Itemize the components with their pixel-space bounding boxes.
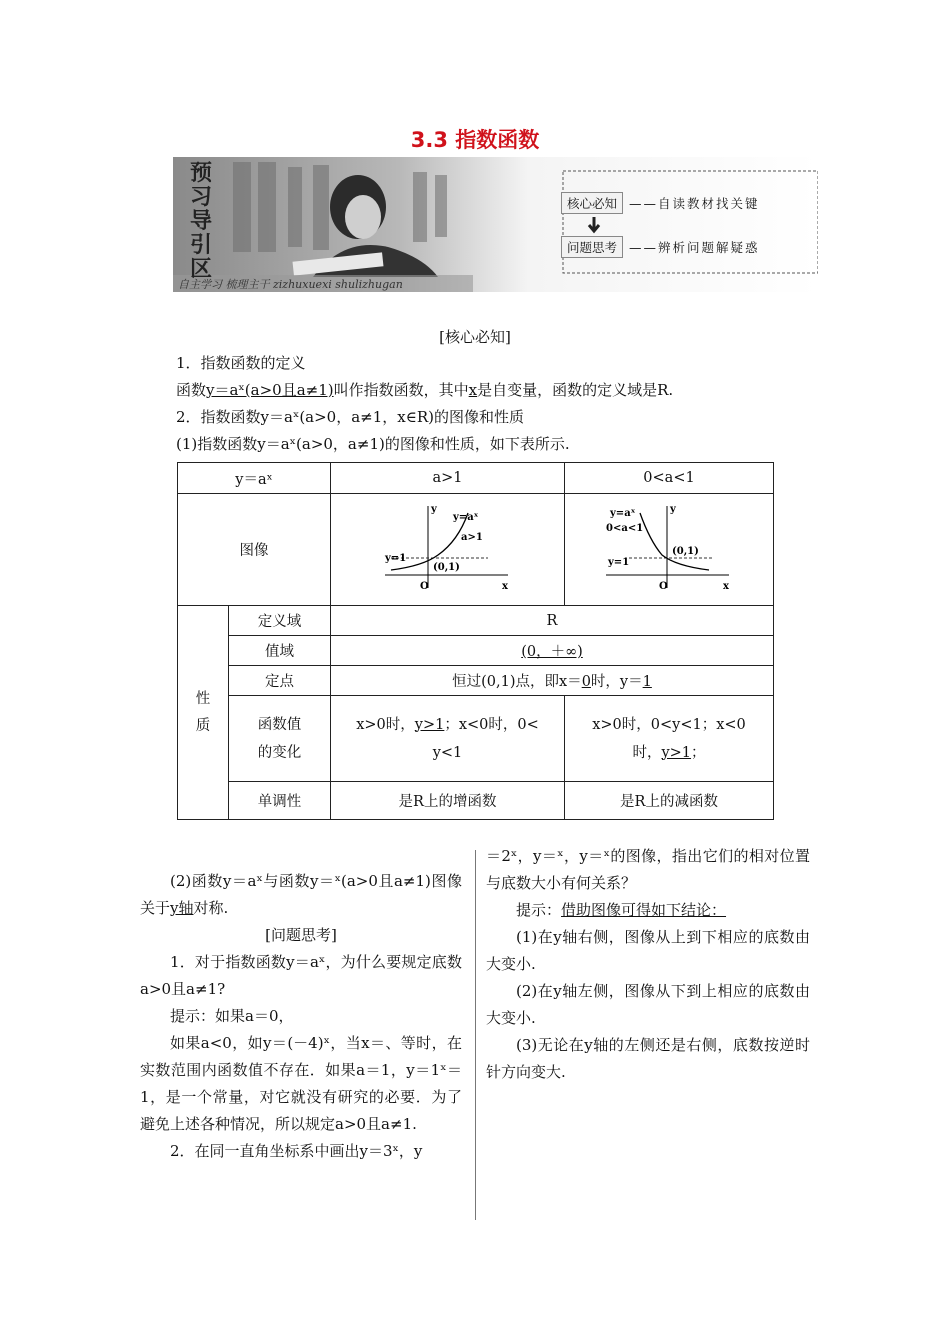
conclusion-1: (1)在y轴右侧，图像从上到下相应的底数由大变小. <box>486 928 810 973</box>
graph-properties-intro: (1)指数函数y＝aˣ(a>0，a≠1)的图像和性质，如下表所示. <box>176 435 570 453</box>
change-a-u: y>1 <box>414 716 445 733</box>
change-a-1: x>0时， <box>356 716 415 733</box>
page-title: 3.3 指数函数 <box>410 128 540 152</box>
properties-label-1: 性 <box>195 690 211 707</box>
properties-label-2: 质 <box>195 717 211 734</box>
definition-post: 是自变量，函数的定义域是R. <box>477 381 674 399</box>
graph1-y-label: y <box>430 503 437 515</box>
monotonicity-increasing: 是R上的增函数 <box>331 782 565 820</box>
symmetry-pre: (2)函数y＝aˣ与函数y＝ˣ(a>0且a≠1)图像关于 <box>140 872 462 917</box>
domain-label: 定义域 <box>229 606 331 636</box>
table-header-a-gt-1: a>1 <box>331 463 565 494</box>
fixed-y: 1 <box>642 674 652 690</box>
graph1-point-label: (0,1) <box>432 561 460 573</box>
value-change-label-2: 的变化 <box>257 744 302 761</box>
hint-underlined: 借助图像可得如下结论： <box>561 901 727 919</box>
table-header-function: y＝aˣ <box>178 463 331 494</box>
range-value <box>331 636 774 666</box>
section-heading-core: [核心必知] <box>439 328 511 346</box>
fixed-mid: 时，y＝ <box>590 674 643 690</box>
graph-decreasing <box>604 503 734 593</box>
graph1-asymptote-label: y=1 <box>384 552 406 564</box>
change-b-u: y>1 <box>661 744 692 761</box>
graph2-asymptote-label: y=1 <box>608 556 630 568</box>
answer-1-body: 如果a<0，如y＝(－4)ˣ，当x＝、等时，在实数范围内函数值不存在．如果a＝1，y＝1ˣ＝1，是一个常量，对它就没有研究的必要．为了避免上述各种情况，所以规定a>0且a≠1. <box>140 1034 462 1133</box>
definition-mid: 叫作指数函数，其中 <box>333 381 469 399</box>
column-divider <box>475 850 476 1220</box>
section-heading-questions: [问题思考] <box>265 926 337 944</box>
answer-1-line-1: 提示：如果a＝0， <box>170 1007 294 1025</box>
question-2-start: 2．在同一直角坐标系中画出y＝3ˣ，y <box>170 1142 423 1160</box>
monotonicity-decreasing: 是R上的减函数 <box>565 782 774 820</box>
table-graph-label: 图像 <box>178 494 331 606</box>
symmetry-axis: y轴 <box>170 899 194 917</box>
graph1-fn-label: y=aˣ <box>452 511 478 523</box>
question-1: 1．对于指数函数y＝aˣ，为什么要规定底数a>0且a≠1? <box>140 953 462 998</box>
change-b-2: 时， <box>632 744 662 761</box>
value-change-increasing <box>331 696 565 782</box>
range-value-text: (0，＋∞) <box>521 644 583 660</box>
fixed-x: 0 <box>581 674 591 690</box>
hint-line <box>486 897 810 924</box>
decreasing-curve <box>640 513 709 570</box>
banner-vertical-label: 预习导引区 <box>189 161 212 282</box>
graph1-x-label: x <box>501 580 508 592</box>
core-knowledge-box: 核心必知 <box>561 192 623 214</box>
fixed-point-label: 定点 <box>229 666 331 696</box>
range-label: 值域 <box>229 636 331 666</box>
graph2-origin: O <box>659 580 668 592</box>
graph-increasing <box>383 503 513 593</box>
banner-footer: 自主学习 梳理主干 zizhuxuexi shulizhugan <box>178 278 403 291</box>
graph2-fn-label: y=aˣ <box>610 507 636 519</box>
graph2-point-label: (0,1) <box>672 545 699 557</box>
definition-variable: x <box>468 381 478 399</box>
question-2-continued: ＝2ˣ，y＝ˣ，y＝ˣ的图像，指出它们的相对位置与底数大小有何关系？ <box>486 847 810 892</box>
right-column <box>486 843 810 1086</box>
symmetry-post: 对称. <box>193 899 229 917</box>
conclusion-2: (2)在y轴左侧，图像从下到上相应的底数由大变小. <box>486 982 810 1027</box>
question-box: 问题思考 <box>561 236 623 258</box>
monotonicity-label: 单调性 <box>229 782 331 820</box>
core-knowledge-desc: ——自读教材找关键 <box>629 196 760 211</box>
graph2-condition: 0<a<1 <box>606 522 644 534</box>
table-header-a-lt-1: 0<a<1 <box>565 463 774 494</box>
fixed-pre: 恒过(0,1)点，即x＝ <box>452 674 582 690</box>
question-desc: ——辨析问题解疑惑 <box>629 240 760 255</box>
graph-properties-heading: 2．指数函数y＝aˣ(a>0，a≠1，x∈R)的图像和性质 <box>176 408 524 426</box>
value-change-label-1: 函数值 <box>257 716 302 733</box>
value-change-label <box>229 696 331 782</box>
graph1-origin: O <box>419 580 429 592</box>
graph1-condition: a>1 <box>460 531 483 543</box>
hint-pre: 提示： <box>516 901 562 919</box>
domain-value: R <box>331 606 774 636</box>
value-change-decreasing <box>565 696 774 782</box>
definition-heading: 1．指数函数的定义 <box>176 354 306 372</box>
change-a-3: y<1 <box>432 744 463 761</box>
change-b-1: x>0时，0<y<1；x<0 <box>592 716 746 733</box>
left-column <box>140 868 462 1165</box>
definition-pre: 函数 <box>176 381 207 399</box>
graph2-y-label: y <box>670 503 676 515</box>
exponential-properties-table <box>177 462 774 820</box>
graph-increasing-cell <box>331 494 565 606</box>
conclusion-3: (3)无论在y轴的左侧还是右侧，底数按逆时针方向变大. <box>486 1036 810 1081</box>
definition-function: y＝aˣ(a>0且a≠1) <box>206 381 334 399</box>
banner-image <box>173 157 818 292</box>
symmetry-text <box>140 868 462 922</box>
graph-decreasing-cell <box>565 494 774 606</box>
definition-text <box>176 379 673 401</box>
properties-label <box>178 606 229 820</box>
change-b-3: ； <box>691 744 706 761</box>
change-a-2: ；x<0时，0< <box>444 716 539 733</box>
fixed-point-value <box>331 666 774 696</box>
graph2-x-label: x <box>723 580 729 592</box>
